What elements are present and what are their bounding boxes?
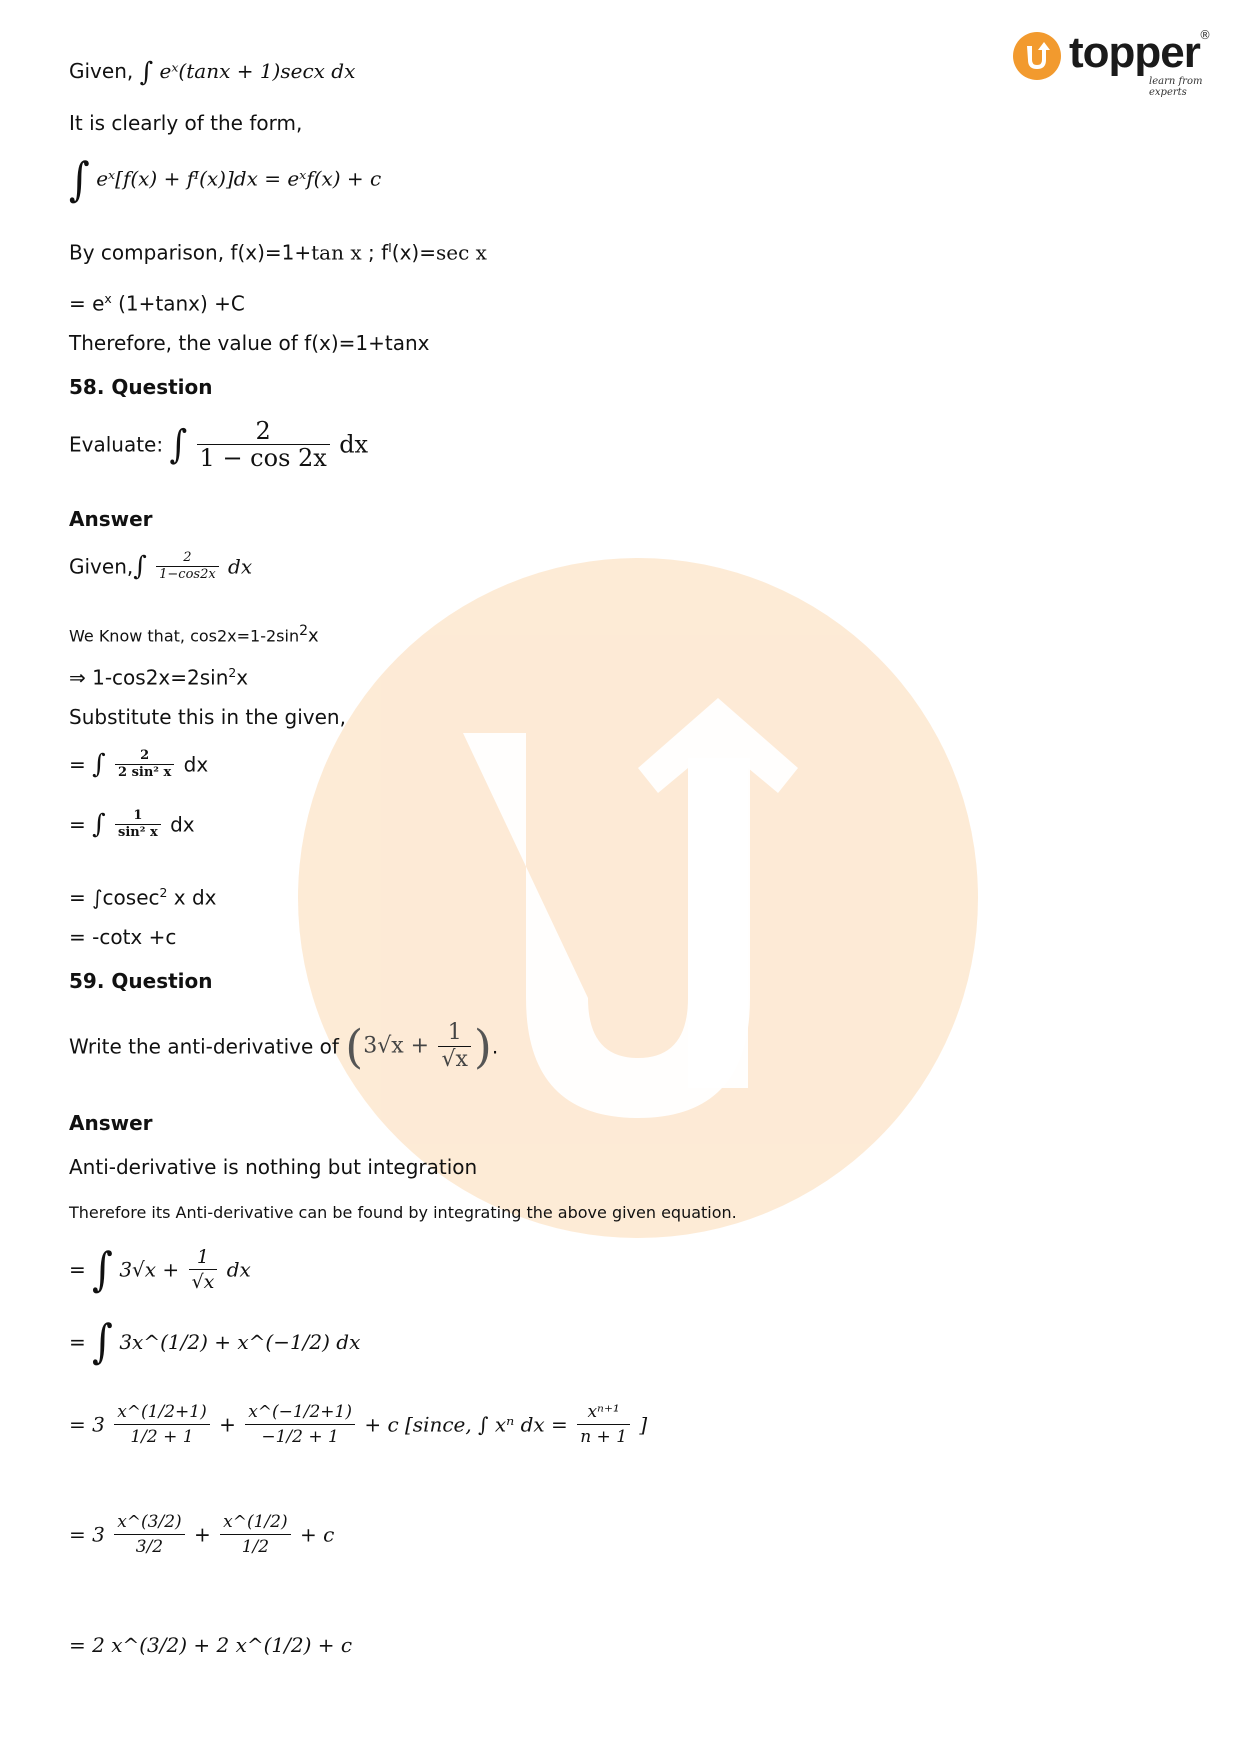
comparison-text-2: (x)= [391, 240, 436, 265]
fraction-numerator: 2 [115, 748, 174, 765]
topper-logo [1013, 28, 1213, 98]
q58-step2 [69, 748, 208, 781]
fraction-denominator: √x [441, 1047, 468, 1072]
q59-eq2 [69, 1315, 361, 1369]
step-text: = ∫cosec [69, 885, 160, 910]
step-text-2: x dx [167, 885, 217, 910]
logo-wordmark: topper [1069, 28, 1200, 77]
q59-answer-heading: Answer [69, 1111, 153, 1135]
standard-form-expression: eˣ[f(x) + fᴵ(x)]dx = eˣf(x) + c [96, 166, 382, 191]
fraction-numerator: 1 [115, 808, 161, 825]
q58-step2-fraction [115, 748, 174, 781]
fraction-denominator: 1 − cos 2x [199, 444, 327, 472]
q59-eq3-fraction-3 [577, 1400, 630, 1449]
q58-step3-fraction [115, 808, 161, 841]
dx: dx [170, 812, 195, 837]
q58-identity [69, 618, 319, 649]
q58-substitute: Substitute this in the given, [69, 705, 346, 729]
result-text-2: (1+tanx) +C [111, 291, 245, 316]
equals-sign: = [69, 752, 86, 777]
plus-sign: + [194, 1522, 211, 1547]
comparison-tan: tan x [311, 240, 362, 265]
expression-part: 3x^(1/2) + x^(−1/2) dx [119, 1330, 361, 1354]
equals-sign: = [69, 1257, 86, 1282]
q58-given-fraction [156, 550, 219, 583]
identity-text: We Know that, cos2x=1-2sin [69, 626, 300, 646]
fraction-numerator: 1 [189, 1245, 218, 1270]
q59-eq1-fraction [189, 1245, 218, 1294]
q59-eq5: = 2 x^(3/2) + 2 x^(1/2) + c [69, 1633, 353, 1657]
given-expression: eˣ(tanx + 1)secx dx [159, 59, 356, 83]
left-paren: ( [345, 1019, 364, 1074]
fraction-denominator: 1/2 + 1 [130, 1427, 194, 1447]
integral-sign: ∫ [133, 551, 147, 582]
since-note: + c [since, ∫ xⁿ dx = [364, 1412, 568, 1437]
result-text: = e [69, 291, 105, 316]
integral-sign: ∫ [69, 153, 90, 207]
q59-prompt-fraction [438, 1020, 470, 1073]
result-line [69, 286, 245, 317]
q58-answer-heading: Answer [69, 507, 153, 531]
comparison-text: By comparison, f(x)=1+ [69, 240, 312, 265]
evaluate-label: Evaluate: [69, 432, 164, 457]
closing-bracket: ] [639, 1412, 648, 1437]
equals-sign: = 3 [69, 1522, 105, 1547]
question-59-heading: 59. Question [69, 969, 213, 993]
q59-prompt: Write the anti-derivative of (3√x + $\frac{1}{√x}$ ). [69, 1019, 499, 1074]
dx: dx [226, 1257, 251, 1282]
q58-step3 [69, 808, 195, 841]
prompt-text: Write the anti-derivative of [69, 1034, 339, 1059]
fraction-numerator: 2 [197, 418, 330, 445]
identity-exponent: 2 [299, 623, 309, 639]
dx: dx [183, 752, 209, 777]
comparison-sec: sec x [435, 240, 487, 265]
dx: dx [228, 554, 253, 579]
integral-sign: ∫ [139, 57, 154, 88]
fraction-numerator: x^(3/2) [114, 1510, 184, 1535]
logo-tagline: learn from experts [1149, 76, 1203, 98]
dx: dx [339, 430, 369, 459]
integral-sign: ∫ [92, 809, 106, 840]
q59-eq3 [69, 1400, 647, 1449]
result-exponent: x [104, 291, 112, 306]
q59-line1: Anti-derivative is nothing but integration [69, 1155, 478, 1179]
fraction-denominator: 3/2 [135, 1537, 164, 1557]
equals-sign: = [69, 812, 86, 837]
q58-fraction [197, 418, 330, 471]
q59-eq3-fraction-1 [114, 1400, 210, 1449]
q59-eq3-fraction-2 [245, 1400, 355, 1449]
fraction-numerator: x^(1/2) [220, 1510, 290, 1535]
therefore-line: Therefore, the value of f(x)=1+tanx [69, 331, 430, 355]
comparison-line [69, 235, 487, 266]
fraction-numerator: 1 [438, 1020, 470, 1047]
given-line [69, 58, 355, 86]
fraction-numerator: xⁿ⁺¹ [577, 1400, 630, 1425]
fraction-numerator: x^(1/2+1) [114, 1400, 210, 1425]
logo-u-icon [1013, 32, 1061, 80]
plus-c: + c [299, 1522, 335, 1547]
integral-sign: ∫ [92, 1243, 113, 1296]
given-label: Given, [69, 59, 134, 83]
q59-eq4-fraction-1 [114, 1510, 184, 1559]
q58-given [69, 550, 252, 583]
logo-registered-mark: ® [1199, 28, 1211, 42]
step-text: ⇒ 1-cos2x=2sin [69, 665, 229, 690]
watermark-u-arrow-icon [298, 558, 978, 1238]
prompt-expression: 3√x + [363, 1033, 430, 1059]
standard-form [69, 153, 382, 207]
integral-sign: ∫ [169, 421, 188, 468]
fraction-denominator: 1−cos2x [159, 567, 216, 582]
fraction-numerator: x^(−1/2+1) [245, 1400, 355, 1425]
form-intro: It is clearly of the form, [69, 111, 303, 135]
fraction-numerator: 2 [156, 550, 219, 567]
comparison-sep: ; f [361, 240, 389, 265]
q59-eq4-fraction-2 [220, 1510, 290, 1559]
fraction-denominator: 1/2 [241, 1537, 270, 1557]
integral-sign: ∫ [92, 1315, 113, 1369]
fraction-denominator: n + 1 [580, 1427, 628, 1447]
given-label: Given, [69, 554, 134, 579]
q59-eq1 [69, 1245, 251, 1294]
q59-line2: Therefore its Anti-derivative can be found by integrating the above given equation. [69, 1203, 737, 1222]
comparison-prime: I [388, 240, 392, 255]
identity-variable: x [308, 625, 319, 647]
equals-sign: = [69, 1330, 86, 1354]
right-paren: ) [473, 1019, 492, 1074]
plus-sign: + [219, 1412, 236, 1437]
fraction-denominator: 2 sin² x [118, 765, 172, 780]
integral-sign: ∫ [92, 749, 106, 780]
expression-part: 3√x + [119, 1257, 180, 1282]
step-variable: x [236, 665, 249, 690]
step-exponent: 2 [159, 885, 168, 900]
fraction-denominator: sin² x [118, 825, 158, 840]
q58-evaluate [69, 418, 368, 471]
equals-sign: = 3 [69, 1412, 105, 1437]
question-58-heading: 58. Question [69, 375, 213, 399]
fraction-denominator: −1/2 + 1 [261, 1427, 339, 1447]
q58-step1 [69, 660, 248, 691]
q58-step4 [69, 880, 216, 911]
step-exponent: 2 [228, 665, 237, 680]
q58-step5: = -cotx +c [69, 925, 177, 949]
watermark-circle [298, 558, 978, 1238]
fraction-denominator: √x [191, 1271, 215, 1293]
q59-eq4 [69, 1510, 334, 1559]
